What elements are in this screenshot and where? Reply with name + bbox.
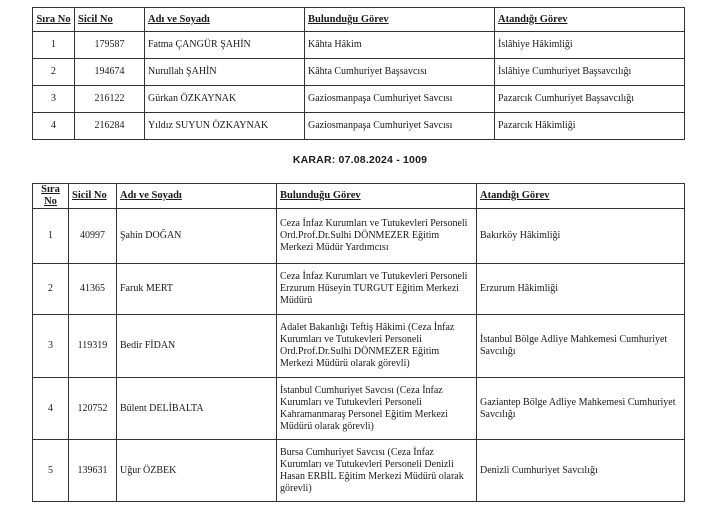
cell-current-position: Ceza İnfaz Kurumları ve Tutukevleri Personeli Erzurum Hüseyin TURGUT Eğitim Merkezi Müdürü bbox=[277, 264, 477, 315]
decision-title: KARAR: 07.08.2024 - 1009 bbox=[292, 154, 428, 166]
cell-assigned-position: Pazarcık Hâkimliği bbox=[495, 113, 685, 140]
cell-current-position: Ceza İnfaz Kurumları ve Tutukevleri Personeli Ord.Prof.Dr.Sulhi DÖNMEZER Eğitim Merkezi Müdür Yardımcısı bbox=[277, 209, 477, 264]
cell-assigned-position: İslâhiye Cumhuriyet Başsavcılığı bbox=[495, 59, 685, 86]
cell-name: Şahin DOĞAN bbox=[117, 209, 277, 264]
appointments-table-1 bbox=[32, 7, 685, 140]
cell-sicil: 41365 bbox=[69, 264, 117, 315]
cell-assigned-position: İslâhiye Hâkimliği bbox=[495, 32, 685, 59]
cell-current-position: İstanbul Cumhuriyet Savcısı (Ceza İnfaz Kurumları ve Tutukevleri Personeli Kahramanmaraş Personel Eğitim Merkezi Müdürü olarak görevli) bbox=[277, 378, 477, 440]
cell-current-position: Gaziosmanpaşa Cumhuriyet Savcısı bbox=[305, 86, 495, 113]
header-atandigi-gorev: Atandığı Görev bbox=[495, 8, 685, 32]
header-bulundugu-gorev: Bulunduğu Görev bbox=[305, 8, 495, 32]
cell-assigned-position: Erzurum Hâkimliği bbox=[477, 264, 685, 315]
table-row bbox=[33, 113, 685, 140]
cell-name: Yıldız SUYUN ÖZKAYNAK bbox=[145, 113, 305, 140]
table-row bbox=[33, 378, 685, 440]
cell-name: Faruk MERT bbox=[117, 264, 277, 315]
header-sira-no: Sıra No bbox=[33, 8, 75, 32]
cell-assigned-position: Pazarcık Cumhuriyet Başsavcılığı bbox=[495, 86, 685, 113]
cell-sicil: 40997 bbox=[69, 209, 117, 264]
header-sira-no: Sıra No bbox=[33, 184, 69, 209]
cell-no: 2 bbox=[33, 264, 69, 315]
cell-assigned-position: Denizli Cumhuriyet Savcılığı bbox=[477, 440, 685, 502]
header-bulundugu-gorev: Bulunduğu Görev bbox=[277, 184, 477, 209]
cell-name: Bülent DELİBALTA bbox=[117, 378, 277, 440]
cell-no: 4 bbox=[33, 378, 69, 440]
cell-sicil: 139631 bbox=[69, 440, 117, 502]
cell-no: 5 bbox=[33, 440, 69, 502]
cell-current-position: Adalet Bakanlığı Teftiş Hâkimi (Ceza İnfaz Kurumları ve Tutukevleri Personeli Ord.Prof.Dr.Sulhi DÖNMEZER Eğitim Merkezi Müdürü olarak görevli) bbox=[277, 315, 477, 378]
cell-sicil: 179587 bbox=[75, 32, 145, 59]
cell-current-position: Bursa Cumhuriyet Savcısı (Ceza İnfaz Kurumları ve Tutukevleri Personeli Denizli Hasan ERBİL Eğitim Merkezi Müdürü olarak görevli) bbox=[277, 440, 477, 502]
cell-name: Bedir FİDAN bbox=[117, 315, 277, 378]
cell-current-position: Kâhta Cumhuriyet Başsavcısı bbox=[305, 59, 495, 86]
table-row bbox=[33, 59, 685, 86]
cell-name: Uğur ÖZBEK bbox=[117, 440, 277, 502]
cell-no: 1 bbox=[33, 32, 75, 59]
table-row bbox=[33, 264, 685, 315]
header-adi-soyadi: Adı ve Soyadı bbox=[117, 184, 277, 209]
cell-sicil: 216284 bbox=[75, 113, 145, 140]
cell-name: Gürkan ÖZKAYNAK bbox=[145, 86, 305, 113]
cell-no: 2 bbox=[33, 59, 75, 86]
cell-assigned-position: Bakırköy Hâkimliği bbox=[477, 209, 685, 264]
header-sicil-no: Sicil No bbox=[75, 8, 145, 32]
table-row bbox=[33, 315, 685, 378]
header-adi-soyadi: Adı ve Soyadı bbox=[145, 8, 305, 32]
cell-sicil: 119319 bbox=[69, 315, 117, 378]
cell-current-position: Kâhta Hâkim bbox=[305, 32, 495, 59]
cell-sicil: 120752 bbox=[69, 378, 117, 440]
table-header-row bbox=[33, 184, 685, 209]
table-header-row bbox=[33, 8, 685, 32]
cell-name: Fatma ÇANGÜR ŞAHİN bbox=[145, 32, 305, 59]
cell-assigned-position: Gaziantep Bölge Adliye Mahkemesi Cumhuriyet Savcılığı bbox=[477, 378, 685, 440]
cell-no: 3 bbox=[33, 315, 69, 378]
cell-sicil: 216122 bbox=[75, 86, 145, 113]
header-sicil-no: Sicil No bbox=[69, 184, 117, 209]
table-row bbox=[33, 32, 685, 59]
table-row bbox=[33, 440, 685, 502]
table-row bbox=[33, 209, 685, 264]
cell-no: 1 bbox=[33, 209, 69, 264]
cell-name: Nurullah ŞAHİN bbox=[145, 59, 305, 86]
table-row bbox=[33, 86, 685, 113]
cell-no: 4 bbox=[33, 113, 75, 140]
cell-sicil: 194674 bbox=[75, 59, 145, 86]
appointments-table-2 bbox=[32, 183, 685, 502]
cell-current-position: Gaziosmanpaşa Cumhuriyet Savcısı bbox=[305, 113, 495, 140]
cell-assigned-position: İstanbul Bölge Adliye Mahkemesi Cumhuriyet Savcılığı bbox=[477, 315, 685, 378]
header-atandigi-gorev: Atandığı Görev bbox=[477, 184, 685, 209]
cell-no: 3 bbox=[33, 86, 75, 113]
